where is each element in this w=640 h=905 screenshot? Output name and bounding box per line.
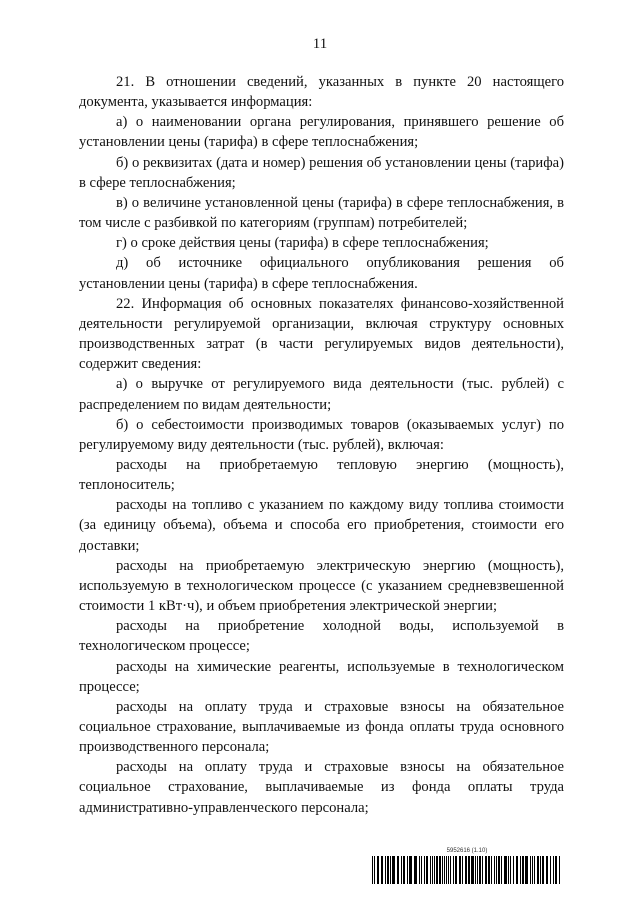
barcode bbox=[372, 847, 562, 887]
expense-fuel: расходы на топливо с указанием по каждому виду топлива стоимости (за единицу объема), объема и способа его приобретения, стоимости его доставки; bbox=[79, 497, 564, 554]
list-item-d: д) об источнике официального опубликования решения об установлении цены (тарифа) в сфере теплоснабжения. bbox=[79, 255, 564, 292]
list-item-g: г) о сроке действия цены (тарифа) в сфере теплоснабжения; bbox=[116, 235, 489, 252]
expense-labor-production: расходы на оплату труда и страховые взносы на обязательное социальное страхование, выплачиваемые из фонда оплаты труда основного производственного персонала; bbox=[79, 698, 564, 756]
list-item-v: в) о величине установленной цены (тарифа) в сфере теплоснабжения, в том числе с разбивкой по категориям (группам) потребителей; bbox=[79, 194, 564, 232]
barcode-icon bbox=[372, 856, 562, 884]
list-item-a: а) о наименовании органа регулирования, принявшего решение об установлении цены (тарифа) в сфере теплоснабжения; bbox=[79, 114, 564, 151]
list-item-a-revenue: а) о выручке от регулируемого вида деятельности (тыс. рублей) с распределением по видам деятельности; bbox=[79, 376, 564, 413]
paragraph-22: 22. Информация об основных показателях финансово-хозяйственной деятельности регулируемой организации, включая структуру основных производственных затрат (в части регулируемых видов деятельности), содержит сведения: bbox=[79, 295, 564, 373]
document-body bbox=[79, 72, 564, 818]
expense-heat-energy: расходы на приобретаемую тепловую энергию (мощность), теплоноситель; bbox=[79, 456, 564, 494]
paragraph-21: 21. В отношении сведений, указанных в пункте 20 настоящего документа, указывается информация: bbox=[79, 74, 564, 111]
list-item-b: б) о реквизитах (дата и номер) решения об установлении цены (тарифа) в сфере теплоснабжения; bbox=[79, 154, 564, 191]
expense-electricity: расходы на приобретаемую электрическую энергию (мощность), используемую в технологическом процессе (с указанием средневзвешенной стоимости 1 кВт·ч), и объем приобретения электрической энергии; bbox=[79, 557, 564, 615]
barcode-caption: 5952616 (1.10) bbox=[446, 848, 488, 854]
list-item-b-cost: б) о себестоимости производимых товаров (оказываемых услуг) по регулируемому виду деятельности (тыс. рублей), включая: bbox=[79, 416, 564, 453]
expense-chemicals: расходы на химические реагенты, используемые в технологическом процессе; bbox=[79, 658, 564, 695]
expense-cold-water: расходы на приобретение холодной воды, используемой в технологическом процессе; bbox=[79, 618, 564, 655]
page-number: 11 bbox=[312, 36, 328, 52]
expense-labor-admin: расходы на оплату труда и страховые взносы на обязательное социальное страхование, выплачиваемые из фонда оплаты труда административно-управленческого персонала; bbox=[79, 759, 564, 816]
